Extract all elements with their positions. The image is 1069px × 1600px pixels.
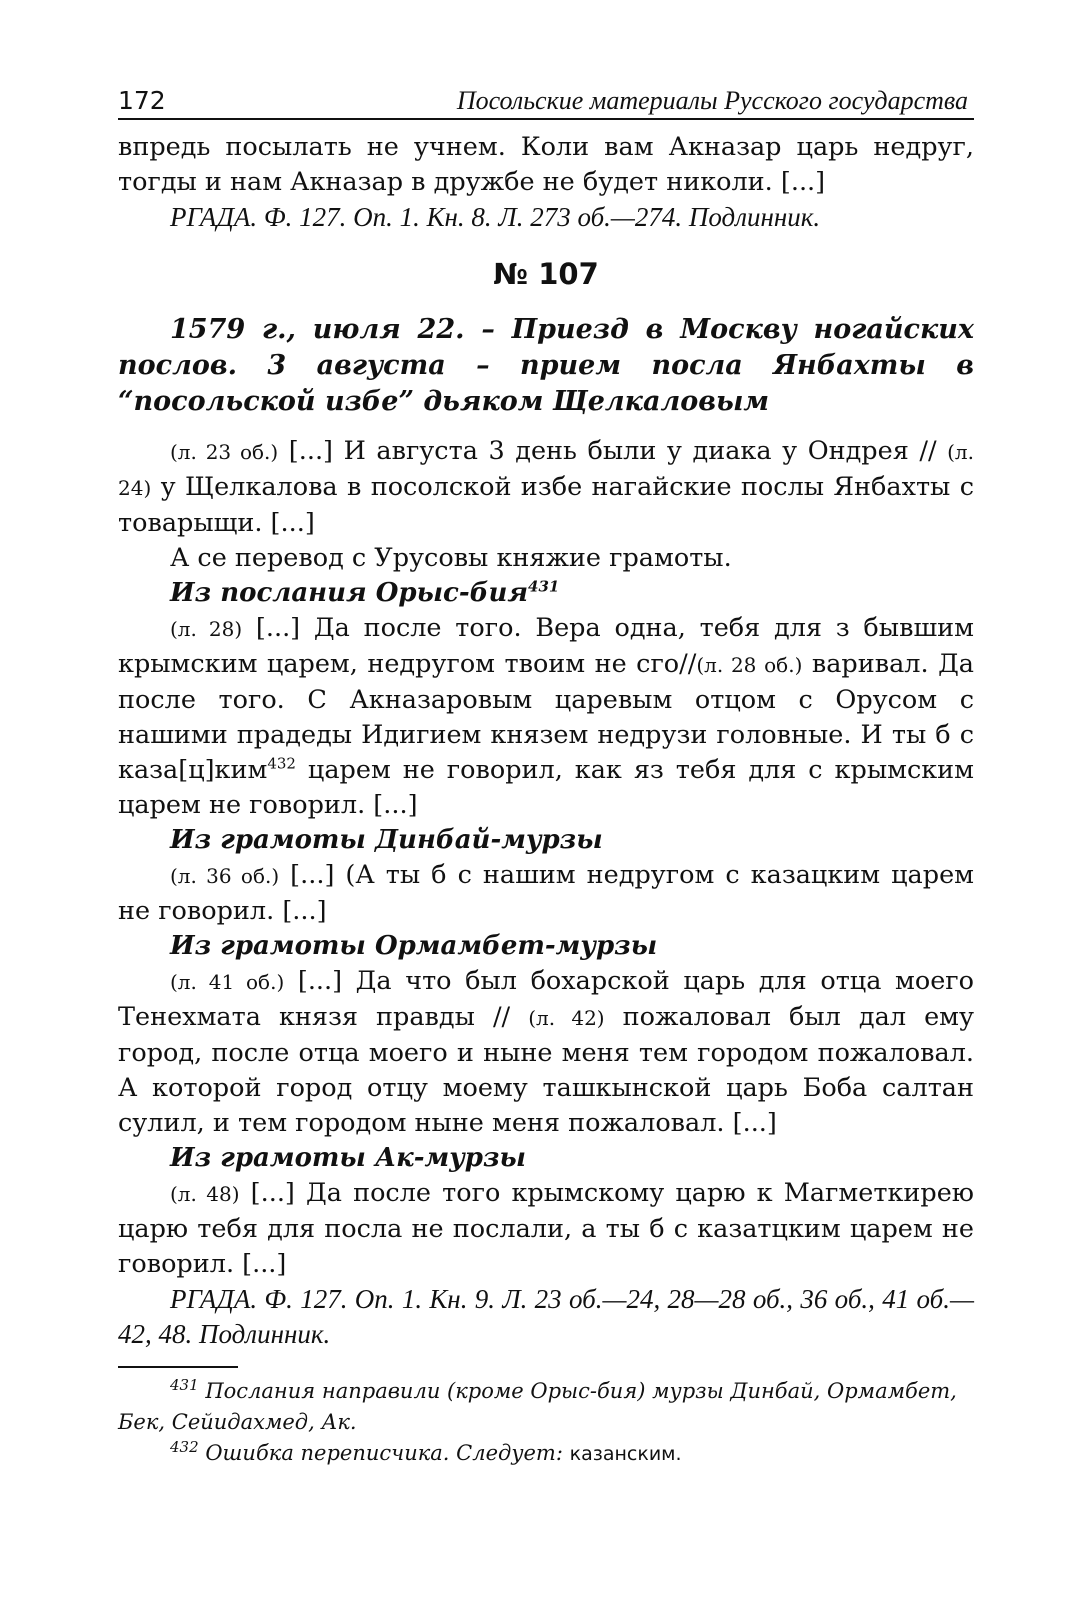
folio-ref: (л. 36 об.) — [170, 864, 280, 888]
running-title: Посольские материалы Русского государства — [456, 86, 968, 115]
folio-ref: (л. 42) — [528, 1006, 605, 1030]
paragraph: (л. 28) [...] Да после того. Вера одна, тебя для з бывшим крымским царем, недругом твоим не сго//(л. 28 об.) варивал. Да после того. С Акназаровым царевым отцом с Орусом с нашими прадеды Идигием князем недрузи головные. И ты б с каза[ц]ким$^{432}$ царем не говорил, как яз тебя для с крымским царем не говорил. [...] — [118, 613, 975, 820]
folio-ref: (л. 48) — [170, 1182, 240, 1206]
section-subheading: Из грамоты Динбай-мурзы — [170, 825, 603, 855]
document-number: № 107 — [493, 257, 599, 291]
folio-ref: (л. 41 об.) — [170, 970, 285, 994]
footnote-number: 431 — [170, 1376, 199, 1394]
footnotes — [118, 1366, 974, 1470]
folio-ref: (л. 28) — [170, 617, 243, 641]
archive-source: РГАДА. Ф. 127. Оп. 1. Кн. 9. Л. 23 об.—24, 28—28 об., 36 об., 41 об.—42, 48. Подлинник. — [118, 1284, 974, 1349]
paragraph-continuation: впредь посылать не учнем. Коли вам Акназар царь недруг, тогды и нам Акназар в дружбе не будет николи. [...] — [118, 132, 974, 197]
folio-ref: (л. 23 об.) — [170, 440, 279, 464]
footnote-number: 432 — [170, 1438, 199, 1456]
document-page — [118, 86, 974, 1470]
paragraph: (л. 48) [...] Да после того крымскому царю к Магметкирею царю тебя для посла не послали, а ты б с казатцким царем не говорил. [...] — [118, 1178, 974, 1279]
section-subheading: Из грамоты Ак-мурзы — [170, 1143, 527, 1173]
document-heading: 1579 г., июля 22. – Приезд в Москву ногайских послов. 3 августа – прием посла Янбахты в “посольской избе” дьяком Щелкаловым — [118, 314, 974, 417]
paragraph: (л. 41 об.) [...] Да что был бохарской царь для отца моего Тенехмата князя правды // (л. 42) пожаловал был дал ему город, после отца моего и ныне меня тем городом пожаловал. А которой город отцу моему ташкынской царь Боба салтан сулил, и тем городом ныне меня пожаловал. [...] — [118, 966, 974, 1138]
footnote-marker: 431 — [528, 577, 560, 596]
footnote-marker: 432 — [267, 754, 296, 773]
section-subheading: Из грамоты Ормамбет-мурзы — [170, 931, 658, 961]
page-number: 172 — [118, 86, 166, 115]
footnote: $^{431}$ Послания направили (кроме Орыс-бия) мурзы Динбай, Ормамбет, Бек, Сейидахмед, Ак. — [118, 1376, 957, 1434]
footnote-divider — [118, 1366, 238, 1368]
archive-source: РГАДА. Ф. 127. Оп. 1. Кн. 8. Л. 273 об.—274. Подлинник. — [170, 202, 821, 232]
footnote: $^{432}$ Ошибка переписчика. Следует: казанским. — [170, 1438, 682, 1465]
paragraph: (л. 23 об.) [...] И августа 3 день были у диака у Ондрея // (л. 24) у Щелкалова в посолской избе нагайские послы Янбахты с товарыщи. [...] — [118, 436, 974, 538]
section-subheading: Из послания Орыс-бия$^{431}$ — [170, 577, 560, 608]
folio-ref: (л. 28 об.) — [696, 653, 803, 677]
body-text — [118, 130, 974, 1352]
folio-ref: (л. 24) — [118, 440, 974, 500]
paragraph: (л. 36 об.) [...] (А ты б с нашим недругом с казацким царем не говорил. [...] — [118, 860, 974, 926]
paragraph: А се перевод с Урусовы княжие грамоты. — [170, 543, 732, 573]
running-header — [118, 86, 974, 120]
